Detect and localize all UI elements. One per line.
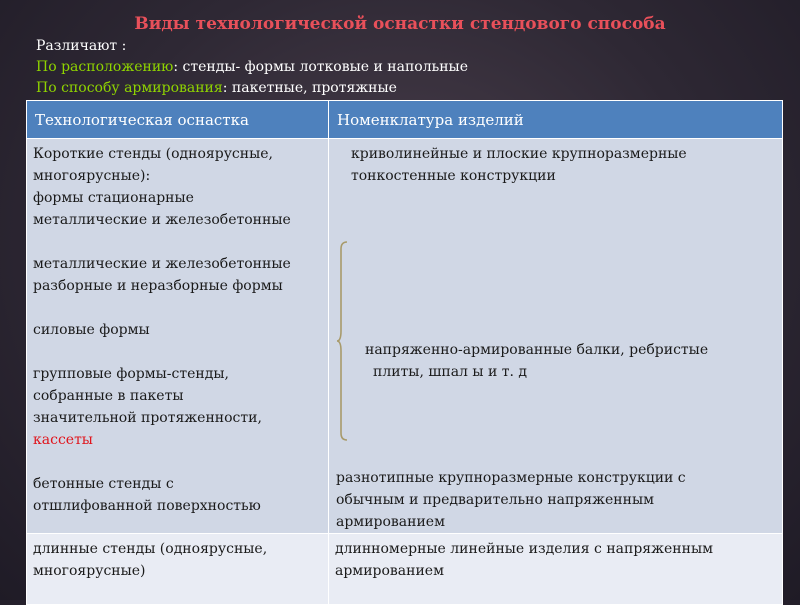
header-products: Номенклатура изделий	[329, 101, 783, 139]
text-line: многоярусные)	[33, 563, 146, 579]
text-line: металлические и железобетонные	[33, 212, 291, 228]
curly-brace-icon	[335, 239, 349, 443]
text-line: металлические и железобетонные	[33, 256, 291, 272]
table-row	[27, 139, 783, 534]
intro-line-3-key: По способу армирования	[36, 80, 223, 96]
text-line: значительной протяженности,	[33, 410, 262, 426]
intro-line-2	[36, 57, 468, 78]
intro-line-2-value: : стенды- формы лотковые и напольные	[173, 59, 468, 75]
text-line: криволинейные и плоские крупноразмерные	[351, 146, 687, 162]
text-line: бетонные стенды с	[33, 476, 174, 492]
intro-line-3-value: : пакетные, протяжные	[222, 80, 397, 96]
text-line: длинные стенды (одноярусные,	[33, 541, 268, 557]
text-line: отшлифованной поверхностью	[33, 498, 261, 514]
text-line: тонкостенные конструкции	[351, 168, 556, 184]
text-line: напряженно-армированные балки, ребристые	[365, 342, 709, 358]
text-line: силовые формы	[33, 322, 150, 338]
text-line: армированием	[336, 514, 445, 530]
text-line: групповые формы-стенды,	[33, 366, 229, 382]
text-line: длинномерные линейные изделия с напряженным	[335, 541, 713, 557]
table-header-row	[27, 101, 783, 139]
products-group-c	[336, 467, 686, 533]
text-line: обычным и предварительно напряженным	[336, 492, 654, 508]
products-group-b	[365, 339, 708, 383]
products-group-a	[351, 143, 687, 187]
intro-block	[36, 36, 468, 99]
text-line: армированием	[335, 563, 444, 579]
text-line: собранные в пакеты	[33, 388, 184, 404]
table-row	[27, 534, 783, 605]
equipment-table	[26, 100, 783, 605]
slide-title: Виды технологической оснастки стендового способа	[134, 14, 666, 34]
text-line: разнотипные крупноразмерные конструкции с	[336, 470, 686, 486]
text-line: формы стационарные	[33, 190, 194, 206]
cell-products-2	[329, 534, 783, 605]
intro-line-1: Различают :	[36, 38, 127, 54]
text-line: Короткие стенды (одноярусные,	[33, 146, 273, 162]
text-line: плиты, шпал ы и т. д	[373, 364, 528, 380]
text-line: многоярусные):	[33, 168, 151, 184]
text-line-highlight: кассеты	[33, 432, 93, 448]
intro-line-3	[36, 78, 468, 99]
header-equipment: Технологическая оснастка	[27, 101, 329, 139]
text-line: разборные и неразборные формы	[33, 278, 283, 294]
cell-short-stands	[27, 139, 329, 534]
cell-long-stands	[27, 534, 329, 605]
cell-products-1	[329, 139, 783, 534]
intro-line-2-key: По расположению	[36, 59, 174, 75]
